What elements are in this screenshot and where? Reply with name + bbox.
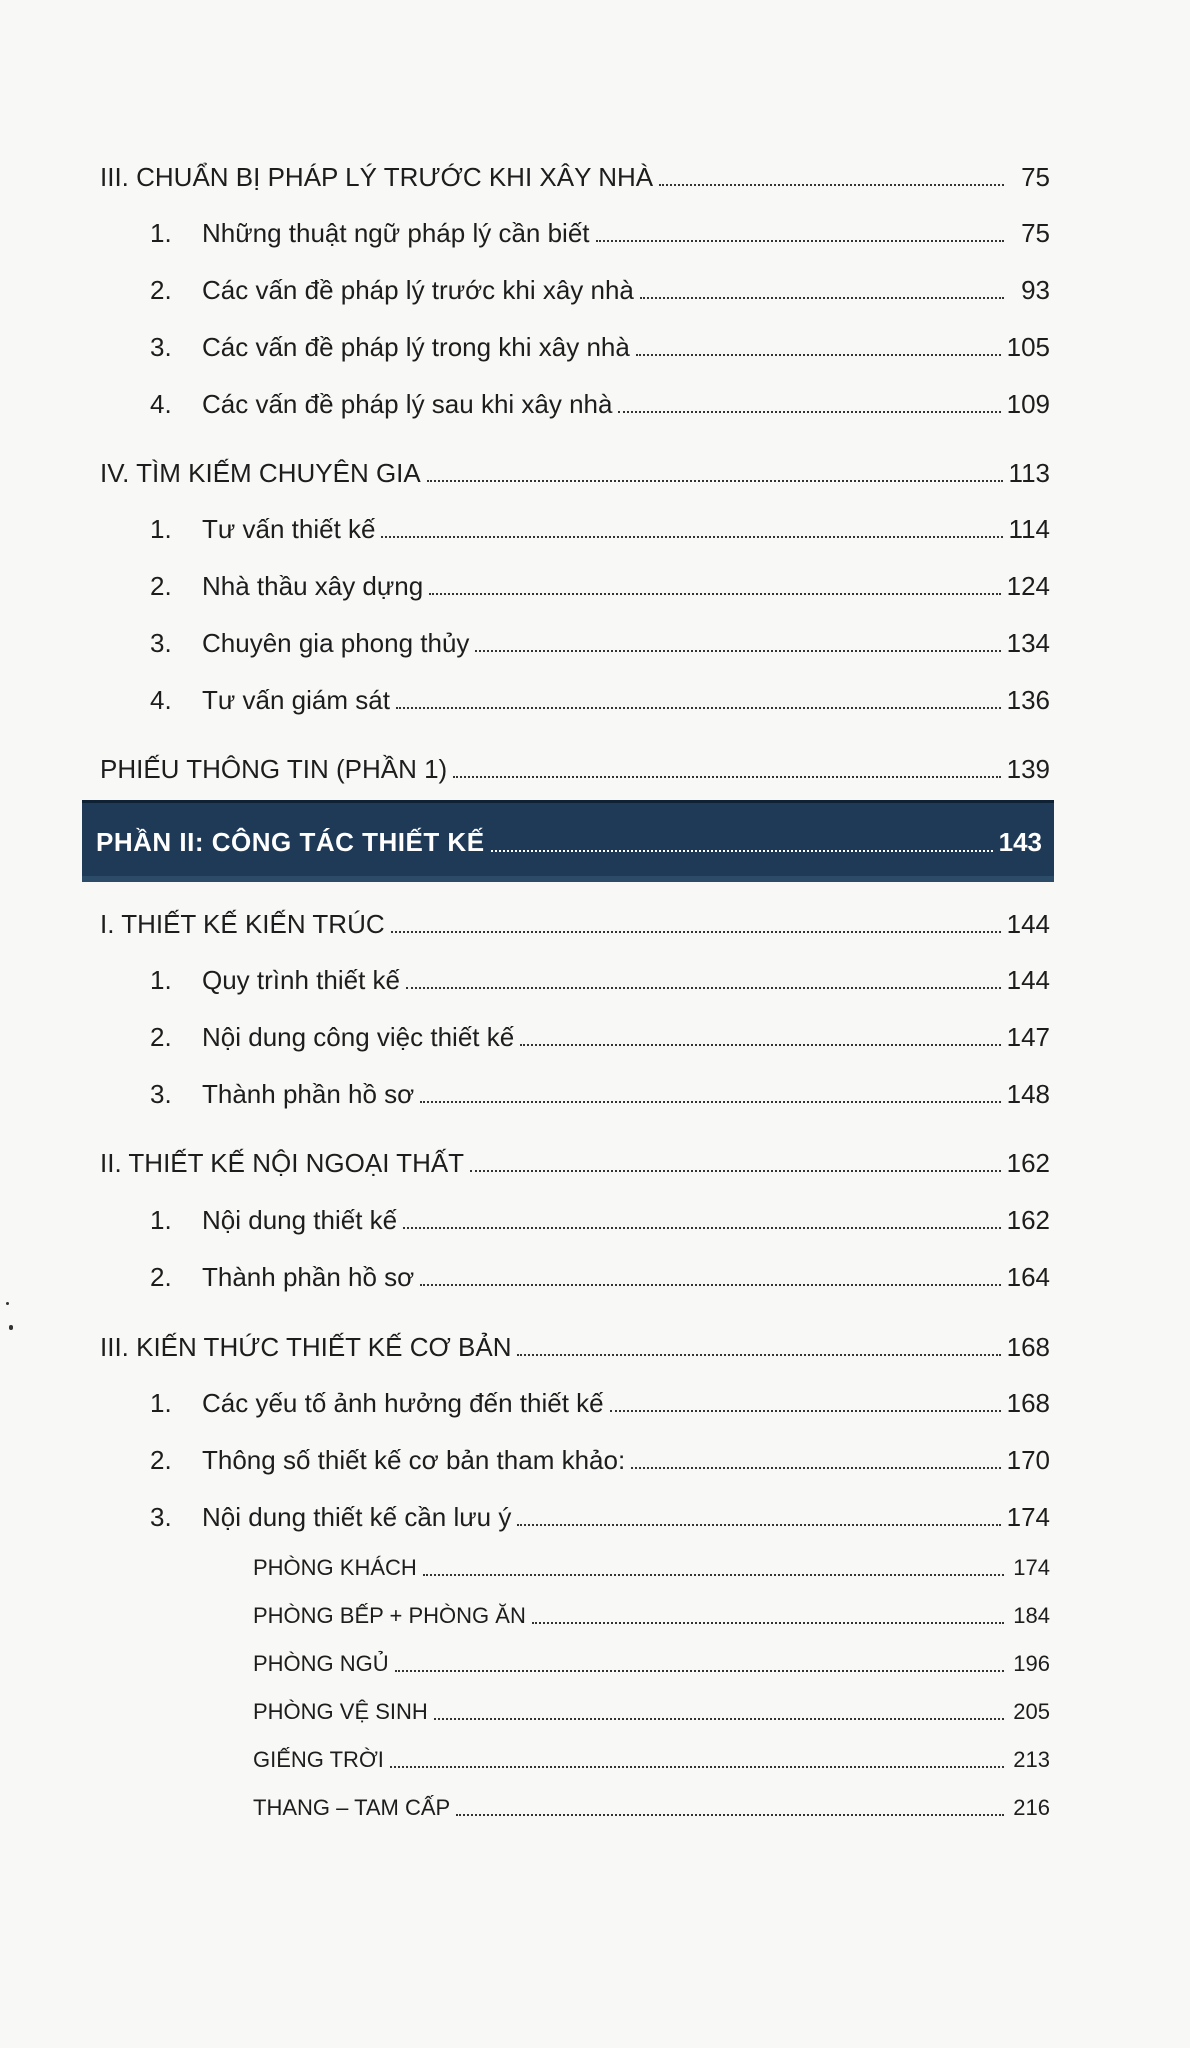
toc-entry-subitem (253, 1791, 1050, 1821)
toc-entry-item (150, 1018, 1050, 1052)
toc-entry-label: Nội dung thiết kế cần lưu ý (202, 1502, 512, 1532)
leader-dots (403, 1227, 1000, 1229)
toc-entry-label: PHÒNG BẾP + PHÒNG ĂN (253, 1603, 526, 1628)
toc-entry-label: Những thuật ngữ pháp lý cần biết (202, 218, 590, 248)
toc-entry-item (150, 1075, 1050, 1109)
toc-entry-label: Chuyên gia phong thủy (202, 628, 470, 658)
toc-entry-item (150, 328, 1050, 362)
toc-entry-label: Thành phần hồ sơ (202, 1079, 415, 1109)
toc-entry-item (150, 961, 1050, 995)
toc-entry-item (150, 1441, 1050, 1475)
toc-entry-label: Thành phần hồ sơ (202, 1262, 415, 1292)
toc-entry-item (150, 385, 1050, 419)
toc-entry-number: 1. (150, 218, 172, 248)
toc-entry-label: Quy trình thiết kế (202, 965, 400, 995)
toc-entry-label: Nhà thầu xây dựng (202, 571, 424, 601)
toc-entry-page: 213 (1013, 1747, 1050, 1772)
toc-entry-label: PHÒNG KHÁCH (253, 1555, 417, 1580)
toc-entry-number: 1. (150, 965, 172, 995)
leader-dots (453, 776, 1000, 778)
toc-entry-item (150, 271, 1050, 305)
toc-entry-label: Nội dung công việc thiết kế (202, 1022, 515, 1052)
toc-entry-page: 109 (1006, 389, 1050, 419)
toc-entry-label: Nội dung thiết kế (202, 1205, 398, 1235)
toc-entry-page: 168 (1006, 1388, 1050, 1418)
leader-dots (631, 1467, 1000, 1469)
toc-entry-section (100, 905, 1050, 939)
toc-entry-page: 75 (1021, 218, 1050, 248)
leader-dots (434, 1718, 1004, 1720)
toc-entry-number: 2. (150, 1445, 172, 1475)
leader-dots (395, 1670, 1004, 1672)
toc-entry-page: 124 (1006, 571, 1050, 601)
toc-entry-number: 4. (150, 389, 172, 419)
toc-entry-section (100, 1144, 1050, 1178)
toc-entry-label: Các vấn đề pháp lý trong khi xây nhà (202, 332, 630, 362)
toc-entry-subitem (253, 1599, 1050, 1629)
toc-entry-number: 2. (150, 1022, 172, 1052)
toc-entry-label: Tư vấn giám sát (202, 685, 390, 715)
toc-entry-page: 93 (1021, 275, 1050, 305)
leader-dots (475, 650, 1000, 652)
toc-entry-item (150, 510, 1050, 544)
leader-dots (640, 297, 1004, 299)
toc-entry-label: IV. TÌM KIẾM CHUYÊN GIA (100, 458, 421, 488)
toc-entry-label: Các vấn đề pháp lý sau khi xây nhà (202, 389, 613, 419)
toc-entry-page: 205 (1013, 1699, 1050, 1724)
leader-dots (610, 1410, 1001, 1412)
toc-entry-label: Các vấn đề pháp lý trước khi xây nhà (202, 275, 634, 305)
toc-entry-item (150, 214, 1050, 248)
toc-entry-label: I. THIẾT KẾ KIẾN TRÚC (100, 909, 385, 939)
toc-entry-page: 105 (1006, 332, 1050, 362)
toc-entry-page: 184 (1013, 1603, 1050, 1628)
toc-entry-number: 3. (150, 1502, 172, 1532)
toc-entry-page: 174 (1006, 1502, 1050, 1532)
leader-dots (520, 1044, 1000, 1046)
toc-entry-page: 216 (1013, 1795, 1050, 1820)
toc-entry-page: 144 (1006, 909, 1050, 939)
leader-dots (517, 1524, 1000, 1526)
leader-dots (532, 1622, 1004, 1624)
toc-entry-number: 3. (150, 628, 172, 658)
toc-entry-page: 196 (1013, 1651, 1050, 1676)
leader-dots (429, 593, 1000, 595)
toc-entry-label: Thông số thiết kế cơ bản tham khảo: (202, 1445, 626, 1475)
toc-entry-label: III. CHUẨN BỊ PHÁP LÝ TRƯỚC KHI XÂY NHÀ (100, 162, 654, 192)
leader-dots (391, 931, 1001, 933)
toc-entry-page: 139 (1006, 754, 1050, 784)
leader-dots (596, 240, 1004, 242)
toc-entry-page: 162 (1006, 1205, 1050, 1235)
toc-entry-label: PHIẾU THÔNG TIN (PHẦN 1) (100, 754, 448, 784)
toc-entry-item (150, 1384, 1050, 1418)
leader-dots (517, 1354, 1000, 1356)
toc-entry-page: 136 (1006, 685, 1050, 715)
toc-entry-page: 113 (1008, 458, 1050, 488)
leader-dots (396, 707, 1001, 709)
toc-entry-section (100, 158, 1050, 192)
leader-dots (406, 987, 1001, 989)
toc-entry-page: 162 (1006, 1148, 1050, 1178)
toc-entry-label: PHÒNG NGỦ (253, 1651, 389, 1676)
leader-dots (659, 184, 1004, 186)
toc-entry-label: THANG – TAM CẤP (253, 1795, 451, 1820)
leader-dots (390, 1766, 1004, 1768)
toc-entry-number: 1. (150, 1388, 172, 1418)
toc-entry-item (150, 1498, 1050, 1532)
leader-dots (420, 1101, 1000, 1103)
toc-entry-label: GIẾNG TRỜI (253, 1747, 384, 1772)
toc-entry-page: 164 (1006, 1262, 1050, 1292)
toc-entry-page: 148 (1006, 1079, 1050, 1109)
toc-entry-number: 4. (150, 685, 172, 715)
toc-entry-page: 144 (1006, 965, 1050, 995)
toc-entry-page: 147 (1006, 1022, 1050, 1052)
toc-entry-number: 3. (150, 1079, 172, 1109)
toc-entry-number: 2. (150, 571, 172, 601)
toc-entry-label: III. KIẾN THỨC THIẾT KẾ CƠ BẢN (100, 1332, 512, 1362)
toc-entry-page: 170 (1006, 1445, 1050, 1475)
leader-dots (491, 850, 993, 852)
toc-entry-item (150, 681, 1050, 715)
toc-entry-item (150, 1201, 1050, 1235)
toc-entry-section (100, 750, 1050, 784)
part-heading-banner (82, 800, 1054, 882)
scan-speck (6, 1302, 9, 1305)
toc-entry-number: 1. (150, 1205, 172, 1235)
toc-entry-section (100, 1328, 1050, 1362)
leader-dots (618, 411, 1000, 413)
leader-dots (470, 1170, 1001, 1172)
toc-entry-page: 75 (1021, 162, 1050, 192)
toc-entry-section (100, 454, 1050, 488)
toc-entry-page: 174 (1013, 1555, 1050, 1580)
toc-entry-page: 168 (1006, 1332, 1050, 1362)
toc-entry-item (150, 624, 1050, 658)
toc-entry-number: 2. (150, 275, 172, 305)
toc-entry-number: 2. (150, 1262, 172, 1292)
leader-dots (427, 480, 1003, 482)
leader-dots (420, 1284, 1000, 1286)
leader-dots (636, 354, 1001, 356)
toc-entry-subitem (253, 1647, 1050, 1677)
toc-entry-page: 134 (1006, 628, 1050, 658)
leader-dots (381, 536, 1002, 538)
leader-dots (423, 1574, 1004, 1576)
scan-speck (9, 1325, 13, 1330)
toc-entry-number: 3. (150, 332, 172, 362)
toc-entry-item (150, 567, 1050, 601)
toc-entry-label: Tư vấn thiết kế (202, 514, 376, 544)
part-heading-label: PHẦN II: CÔNG TÁC THIẾT KẾ (96, 827, 485, 857)
toc-entry-label: Các yếu tố ảnh hưởng đến thiết kế (202, 1388, 604, 1418)
part-heading-page: 143 (998, 827, 1042, 857)
leader-dots (456, 1814, 1004, 1816)
toc-entry-number: 1. (150, 514, 172, 544)
toc-entry-label: PHÒNG VỆ SINH (253, 1699, 428, 1724)
toc-entry-subitem (253, 1695, 1050, 1725)
toc-entry-subitem (253, 1551, 1050, 1581)
toc-entry-label: II. THIẾT KẾ NỘI NGOẠI THẤT (100, 1148, 465, 1178)
toc-entry-subitem (253, 1743, 1050, 1773)
toc-entry-item (150, 1258, 1050, 1292)
toc-entry-page: 114 (1008, 514, 1050, 544)
